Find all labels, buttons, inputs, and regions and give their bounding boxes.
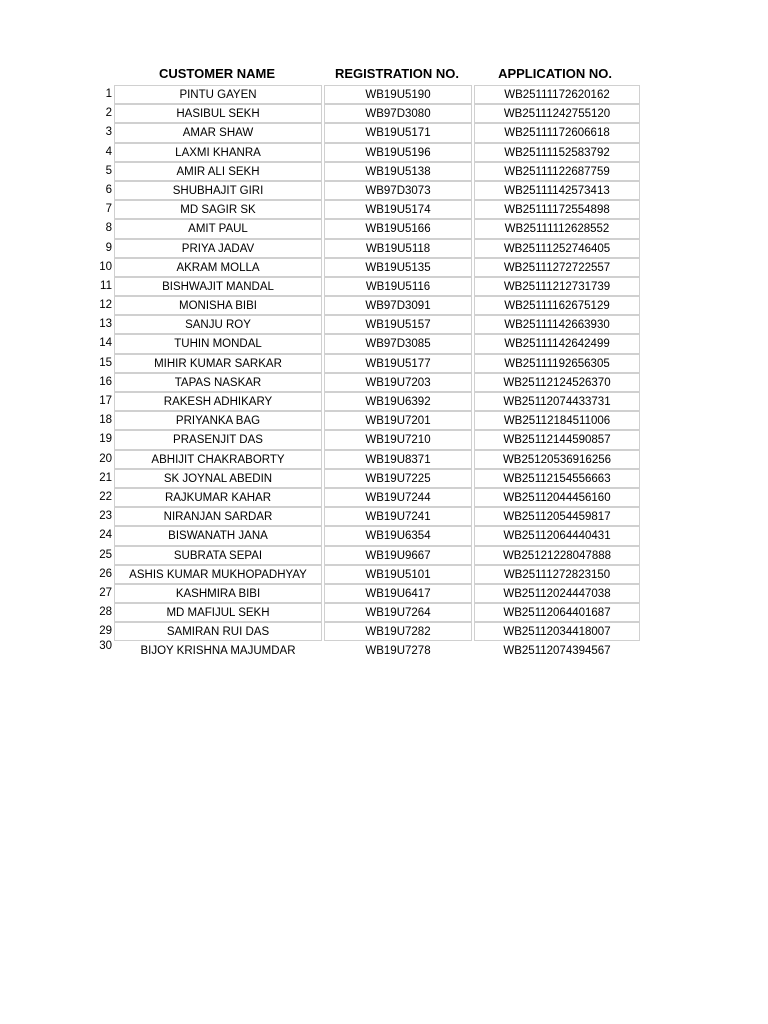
customer-name-cell: RAKESH ADHIKARY bbox=[114, 392, 322, 411]
registration-no-cell: WB19U7225 bbox=[324, 469, 472, 488]
registration-no-cell: WB19U6354 bbox=[324, 526, 472, 545]
row-number: 30 bbox=[99, 640, 112, 653]
application-no-cell: WB25112034418007 bbox=[474, 622, 640, 641]
table-row bbox=[0, 239, 768, 258]
application-no-cell: WB25111142663930 bbox=[474, 315, 640, 334]
application-no-cell: WB25112064401687 bbox=[474, 603, 640, 622]
customer-name-cell: SK JOYNAL ABEDIN bbox=[114, 469, 322, 488]
customer-name-cell: PRASENJIT DAS bbox=[114, 430, 322, 449]
row-number: 10 bbox=[99, 260, 112, 273]
registration-no-cell: WB19U5190 bbox=[324, 85, 472, 104]
row-number: 12 bbox=[99, 299, 112, 312]
header-application-no: APPLICATION NO. bbox=[498, 66, 612, 81]
table-header bbox=[0, 64, 768, 84]
application-no-cell: WB25111252746405 bbox=[474, 239, 640, 258]
table-row bbox=[0, 411, 768, 430]
row-number: 4 bbox=[105, 145, 112, 158]
row-number: 17 bbox=[99, 395, 112, 407]
table-row bbox=[0, 584, 768, 603]
registration-no-cell: WB19U7203 bbox=[324, 373, 472, 392]
application-no-cell: WB25112074394567 bbox=[503, 645, 611, 658]
registration-no-cell: WB19U5174 bbox=[324, 200, 472, 219]
registration-no-cell: WB97D3091 bbox=[324, 296, 472, 315]
table-body bbox=[0, 85, 768, 661]
application-no-cell: WB25111142573413 bbox=[474, 181, 640, 200]
row-number: 9 bbox=[105, 241, 112, 254]
table-row bbox=[0, 104, 768, 123]
table-row bbox=[0, 123, 768, 142]
row-number: 21 bbox=[99, 471, 112, 484]
table-row bbox=[0, 354, 768, 373]
customer-name-cell: AKRAM MOLLA bbox=[114, 258, 322, 277]
application-no-cell: WB25120536916256 bbox=[474, 450, 640, 469]
row-number: 3 bbox=[105, 126, 112, 139]
application-no-cell: WB25112024447038 bbox=[474, 584, 640, 603]
registration-no-cell: WB19U5177 bbox=[324, 354, 472, 373]
registration-no-cell: WB19U5166 bbox=[324, 219, 472, 238]
table-row bbox=[0, 334, 768, 353]
row-number: 24 bbox=[99, 529, 112, 542]
application-no-cell: WB25111272823150 bbox=[474, 565, 640, 584]
registration-no-cell: WB19U5116 bbox=[324, 277, 472, 296]
registration-no-cell: WB19U7264 bbox=[324, 603, 472, 622]
table-row bbox=[0, 603, 768, 622]
customer-name-cell: AMIT PAUL bbox=[114, 219, 322, 238]
row-number: 20 bbox=[99, 452, 112, 465]
table-row bbox=[0, 296, 768, 315]
customer-name-cell: HASIBUL SEKH bbox=[114, 104, 322, 123]
registration-no-cell: WB19U7241 bbox=[324, 507, 472, 526]
application-no-cell: WB25111162675129 bbox=[474, 296, 640, 315]
table-row bbox=[0, 277, 768, 296]
customer-name-cell: AMAR SHAW bbox=[114, 123, 322, 142]
customer-name-cell: PRIYANKA BAG bbox=[114, 411, 322, 430]
application-no-cell: WB25111172620162 bbox=[474, 85, 640, 104]
application-no-cell: WB25112124526370 bbox=[474, 373, 640, 392]
customer-name-cell: BISWANATH JANA bbox=[114, 526, 322, 545]
registration-no-cell: WB19U7244 bbox=[324, 488, 472, 507]
row-number: 29 bbox=[99, 625, 112, 638]
application-no-cell: WB25112184511006 bbox=[474, 411, 640, 430]
application-no-cell: WB25111192656305 bbox=[474, 354, 640, 373]
table-row bbox=[0, 641, 768, 660]
table-row bbox=[0, 181, 768, 200]
table-row bbox=[0, 392, 768, 411]
registration-no-cell: WB19U7201 bbox=[324, 411, 472, 430]
application-no-cell: WB25112054459817 bbox=[474, 507, 640, 526]
customer-name-cell: PINTU GAYEN bbox=[114, 85, 322, 104]
header-customer-name: CUSTOMER NAME bbox=[158, 66, 276, 81]
row-number: 8 bbox=[105, 222, 112, 235]
registration-no-cell: WB19U7278 bbox=[365, 645, 431, 658]
table-row bbox=[0, 450, 768, 469]
table-row bbox=[0, 162, 768, 181]
row-number: 18 bbox=[99, 414, 112, 427]
registration-no-cell: WB97D3085 bbox=[324, 334, 472, 353]
registration-no-cell: WB19U5138 bbox=[324, 162, 472, 181]
customer-name-cell: MIHIR KUMAR SARKAR bbox=[114, 354, 322, 373]
application-no-cell: WB25111212731739 bbox=[474, 277, 640, 296]
row-number: 6 bbox=[105, 183, 112, 196]
registration-no-cell: WB19U7210 bbox=[324, 430, 472, 449]
registration-no-cell: WB19U7282 bbox=[324, 622, 472, 641]
customer-name-cell: ASHIS KUMAR MUKHOPADHYAY bbox=[114, 565, 322, 584]
application-no-cell: WB25111242755120 bbox=[474, 104, 640, 123]
application-no-cell: WB25111142642499 bbox=[474, 334, 640, 353]
registration-no-cell: WB19U6417 bbox=[324, 584, 472, 603]
customer-name-cell: LAXMI KHANRA bbox=[114, 143, 322, 162]
application-no-cell: WB25111172606618 bbox=[474, 123, 640, 142]
customer-name-cell: AMIR ALI SEKH bbox=[114, 162, 322, 181]
registration-no-cell: WB19U5157 bbox=[324, 315, 472, 334]
row-number: 26 bbox=[99, 567, 112, 580]
row-number: 14 bbox=[99, 337, 112, 350]
table-row bbox=[0, 526, 768, 545]
registration-no-cell: WB19U5171 bbox=[324, 123, 472, 142]
row-number: 13 bbox=[99, 318, 112, 331]
application-no-cell: WB25111172554898 bbox=[474, 200, 640, 219]
registration-no-cell: WB97D3080 bbox=[324, 104, 472, 123]
table-row bbox=[0, 622, 768, 641]
row-number: 22 bbox=[99, 490, 112, 503]
table-row bbox=[0, 469, 768, 488]
customer-name-cell: BIJOY KRISHNA MAJUMDAR bbox=[140, 645, 296, 658]
table-row bbox=[0, 373, 768, 392]
table-row bbox=[0, 258, 768, 277]
registration-no-cell: WB19U5101 bbox=[324, 565, 472, 584]
table-row bbox=[0, 143, 768, 162]
registration-no-cell: WB97D3073 bbox=[324, 181, 472, 200]
customer-name-cell: SHUBHAJIT GIRI bbox=[114, 181, 322, 200]
application-no-cell: WB25112064440431 bbox=[474, 526, 640, 545]
row-number: 15 bbox=[99, 356, 112, 369]
table-row bbox=[0, 546, 768, 565]
table-row bbox=[0, 85, 768, 104]
table-row bbox=[0, 430, 768, 449]
registration-no-cell: WB19U5118 bbox=[324, 239, 472, 258]
row-number: 27 bbox=[99, 586, 112, 599]
application-no-cell: WB25112044456160 bbox=[474, 488, 640, 507]
customer-name-cell: ABHIJIT CHAKRABORTY bbox=[114, 450, 322, 469]
application-no-cell: WB25111152583792 bbox=[474, 143, 640, 162]
customer-name-cell: NIRANJAN SARDAR bbox=[114, 507, 322, 526]
table-row bbox=[0, 507, 768, 526]
table-row bbox=[0, 315, 768, 334]
row-number: 19 bbox=[99, 433, 112, 446]
customer-name-cell: MD MAFIJUL SEKH bbox=[114, 603, 322, 622]
customer-name-cell: SAMIRAN RUI DAS bbox=[114, 622, 322, 641]
customer-name-cell: TAPAS NASKAR bbox=[114, 373, 322, 392]
registration-no-cell: WB19U8371 bbox=[324, 450, 472, 469]
row-number: 28 bbox=[99, 606, 112, 619]
application-no-cell: WB25112074433731 bbox=[474, 392, 640, 411]
customer-name-cell: TUHIN MONDAL bbox=[114, 334, 322, 353]
table-row bbox=[0, 219, 768, 238]
table-row bbox=[0, 565, 768, 584]
application-no-cell: WB25112154556663 bbox=[474, 469, 640, 488]
row-number: 7 bbox=[105, 203, 112, 216]
registration-no-cell: WB19U5135 bbox=[324, 258, 472, 277]
header-registration-no: REGISTRATION NO. bbox=[335, 66, 459, 81]
registration-no-cell: WB19U5196 bbox=[324, 143, 472, 162]
application-no-cell: WB25111122687759 bbox=[474, 162, 640, 181]
application-no-cell: WB25111112628552 bbox=[474, 219, 640, 238]
row-number: 23 bbox=[99, 510, 112, 523]
application-no-cell: WB25112144590857 bbox=[474, 430, 640, 449]
row-number: 5 bbox=[105, 164, 112, 177]
row-number: 25 bbox=[99, 548, 112, 561]
customer-name-cell: PRIYA JADAV bbox=[114, 239, 322, 258]
table-row bbox=[0, 200, 768, 219]
customer-name-cell: SUBRATA SEPAI bbox=[114, 546, 322, 565]
customer-name-cell: MONISHA BIBI bbox=[114, 296, 322, 315]
customer-name-cell: BISHWAJIT MANDAL bbox=[114, 277, 322, 296]
row-number: 2 bbox=[105, 107, 112, 120]
table-row bbox=[0, 488, 768, 507]
row-number: 1 bbox=[105, 88, 112, 100]
registration-no-cell: WB19U6392 bbox=[324, 392, 472, 411]
application-no-cell: WB25111272722557 bbox=[474, 258, 640, 277]
customer-name-cell: SANJU ROY bbox=[114, 315, 322, 334]
row-number: 16 bbox=[99, 375, 112, 388]
customer-name-cell: MD SAGIR SK bbox=[114, 200, 322, 219]
registration-no-cell: WB19U9667 bbox=[324, 546, 472, 565]
application-no-cell: WB25121228047888 bbox=[474, 546, 640, 565]
customer-name-cell: RAJKUMAR KAHAR bbox=[114, 488, 322, 507]
customer-name-cell: KASHMIRA BIBI bbox=[114, 584, 322, 603]
row-number: 11 bbox=[100, 279, 112, 292]
